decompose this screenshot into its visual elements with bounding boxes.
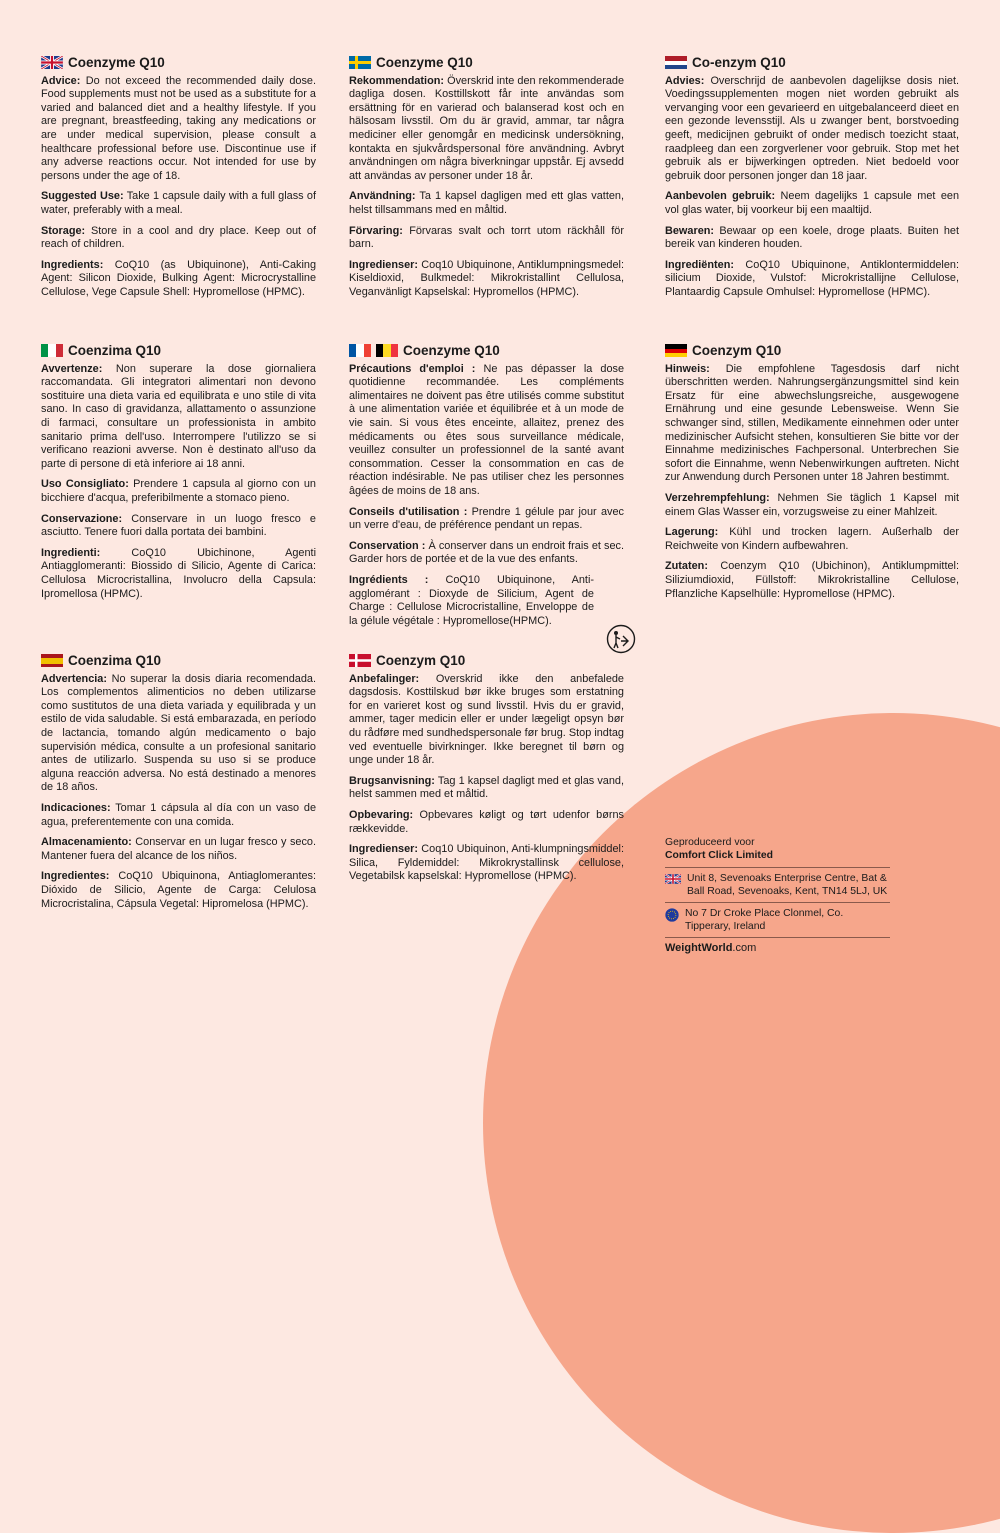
ingredients-text: Ingrédients : CoQ10 Ubiquinone, Anti-agglomérant : Dioxyde de Silicium, Agent de Charge : Cellulose Microcristalline, Enveloppe de la gélule végétale : Hypromellose(HPMC).	[349, 573, 594, 627]
ingredients-text: Ingrediënten: CoQ10 Ubiquinone, Antiklontermiddelen: silicium Dioxide, Vulstof: Microkristallijne Cellulose, Plantaardig Capsule Omhulsel: Hypromellose (HPMC).	[665, 258, 959, 298]
storage-text: Conservation : À conserver dans un endroit frais et sec. Garder hors de portée et de la vue des enfants.	[349, 539, 624, 566]
ingredients-text: Ingredienser: Coq10 Ubiquinone, Antiklumpningsmedel: Kiseldioxid, Bulkmedel: Mikrokristallint Cellulosa, Veganvänligt Kapselskal: Hypromellos (HPMC).	[349, 258, 624, 298]
triman-recycle-icon	[606, 624, 636, 654]
ingredients-text: Zutaten: Coenzym Q10 (Ubichinon), Antiklumpmittel: Siliziumdioxid, Füllstoff: Mikrokristalline Cellulose, Pflanzliche Kapselhülle: Hypromellose (HPMC).	[665, 560, 959, 600]
suggested-use-text: Conseils d'utilisation : Prendre 1 gélule par jour avec un verre d'eau, de préférence pendant un repas.	[349, 505, 624, 532]
section-se-title: Coenzyme Q10	[349, 56, 624, 70]
section-es-title: Coenzima Q10	[41, 654, 316, 668]
section-nl	[665, 56, 959, 307]
storage-text: Förvaring: Förvaras svalt och torrt utom räckhåll för barn.	[349, 224, 624, 251]
spain-flag-icon	[41, 654, 63, 667]
suggested-use-text: Indicaciones: Tomar 1 cápsula al día con un vaso de agua, preferentemente con una comida.	[41, 801, 316, 828]
section-it	[41, 344, 316, 608]
italy-flag-icon	[41, 344, 63, 357]
advice-text: Advies: Overschrijd de aanbevolen dagelijkse dosis niet. Voedingssupplementen mogen niet worden gebruikt als vervanging voor een gevarieerd en uitgebalanceerd dieet en een gezonde levensstijl. Als u zwanger bent, borstvoeding geeft, medicijnen gebruikt of onder medisch toezicht staat, raadpleeg dan een zorgverlener voor gebruik. Stop met het gebruik als er bijwerkingen optreden. Niet bedoeld voor gebruik door personen jonger dan 18 jaar.	[665, 74, 959, 182]
produced-for-label: Geproduceerd voor	[665, 837, 755, 848]
section-it-title: Coenzima Q10	[41, 344, 316, 358]
manufacturer-info	[665, 836, 890, 955]
advice-text: Rekommendation: Överskrid inte den rekommenderade dagliga dosen. Kosttillskott får inte användas som ersättning för en varierad och balanserad kost och en hälsosam livsstil. Om du är gravid, ammar, tar några mediciner eller genomgår en medicinsk undersökning, kontakta en sjukvårdspersonal före användning. Avbryt användningen om några biverkningar uppstår. Ej avsedd att användas av personer under 18 år.	[349, 74, 624, 182]
uk-flag-icon	[41, 56, 63, 69]
ingredients-text: Ingredients: CoQ10 (as Ubiquinone), Anti-Caking Agent: Silicon Dioxide, Bulking Agent: Microcrystalline Cellulose, Vege Capsule Shell: Hypromellose (HPMC).	[41, 258, 316, 298]
uk-flag-icon	[665, 874, 681, 884]
advice-text: Précautions d'emploi : Ne pas dépasser la dose quotidienne recommandée. Les compléments alimentaires ne doivent pas être utilisés comme substitut à une alimentation variée et équilibrée et à un mode de vie sain. Si vous êtes enceinte, allaitez, prenez des médicaments ou êtes sous surveillance médicale, veuillez consulter un professionnel de la santé avant consommation. Cesser la consommation en cas de réaction indésirable. Ne pas utiliser chez les personnes âgées de moins de 18 ans.	[349, 362, 624, 497]
ingredients-text: Ingredienser: Coq10 Ubiquinon, Anti-klumpningsmiddel: Silica, Fyldemiddel: Mikrokrystallinsk cellulose, Vegetabilsk kapselskal: Hypromellose (HPMC).	[349, 843, 624, 883]
suggested-use-text: Användning: Ta 1 kapsel dagligen med ett glas vatten, helst tillsammans med en måltid.	[349, 190, 624, 216]
ingredients-text: Ingredientes: CoQ10 Ubiquinona, Antiaglomerantes: Dióxido de Silicio, Agente de Carga: Celulosa Microcristalina, Cápsula Vegetal: Hipromelosa (HPMC).	[41, 870, 316, 910]
eu-address: No 7 Dr Croke Place Clonmel, Co. Tipperary, Ireland	[685, 908, 844, 932]
advice-text: Anbefalinger: Overskrid ikke den anbefalede dagsdosis. Kosttilskud bør ikke bruges som erstatning for en varieret kost og sund livsstil. Hvis du er gravid, ammer, tager medicin eller er under lægeligt opsyn bør du rådføre med sundhedspersonale før brug. Stop indtag ved eventuelle bivirkninger. Ikke beregnet til børn og unge under 18 år.	[349, 672, 624, 767]
advice-text: Avvertenze: Non superare la dose giornaliera raccomandata. Gli integratori alimentari non devono sostituire una dieta varia ed equilibrata e uno stile di vita sano. In caso di gravidanza, allattamento o assunzione di farmaci, consultare un professionista in ambito sanitario prima dell'uso. Interrompere l'utilizzo se si verificano reazioni avverse. Non è destinato all'uso da parte di persone di età inferiore ai 18 anni.	[41, 362, 316, 470]
denmark-flag-icon	[349, 654, 371, 667]
uk-address: Unit 8, Sevenoaks Enterprise Centre, Bat & Ball Road, Sevenoaks, Kent, TN14 5LJ, UK	[687, 873, 888, 897]
storage-text: Storage: Store in a cool and dry place. Keep out of reach of children.	[41, 224, 316, 251]
section-en	[41, 56, 316, 307]
section-de	[665, 344, 959, 608]
france-flag-icon	[349, 344, 371, 357]
section-dk	[349, 654, 624, 891]
ingredients-text: Ingredienti: CoQ10 Ubichinone, Agenti Antiagglomeranti: Biossido di Silicio, Agente di Carica: Cellulosa Microcristallina, Involucro della Capsula: Ipromellosa (HPMC).	[41, 546, 316, 600]
suggested-use-text: Uso Consigliato: Prendere 1 capsula al giorno con un bicchiere d'acqua, preferibilmente a stomaco pieno.	[41, 478, 316, 504]
section-de-title: Coenzym Q10	[665, 344, 959, 358]
advice-text: Advertencia: No superar la dosis diaria recomendada. Los complementos alimenticios no deben utilizarse como sustitutos de una dieta variada y equilibrada y un estilo de vida saludable. Si está embarazada, en período de lactancia, tomando algún medicamento o bajo supervisión médica, consulte a un profesional sanitario antes de utilizarlo. Suspenda su uso si se produce alguna reacción adversa. No está destinado a menores de 18 años.	[41, 672, 316, 794]
storage-text: Conservazione: Conservare in un luogo fresco e asciutto. Tenere fuori dalla portata dei bambini.	[41, 512, 316, 539]
germany-flag-icon	[665, 344, 687, 357]
belgium-flag-icon	[376, 344, 398, 357]
storage-text: Opbevaring: Opbevares køligt og tørt udenfor børns rækkevidde.	[349, 808, 624, 835]
suggested-use-text: Verzehrempfehlung: Nehmen Sie täglich 1 Kapsel mit einem Glas Wasser ein, vorzugsweise zu einer Mahlzeit.	[665, 491, 959, 518]
sweden-flag-icon	[349, 56, 371, 69]
advice-text: Hinweis: Die empfohlene Tagesdosis darf nicht überschritten werden. Nahrungsergänzungsmittel sind kein Ersatz für eine abwechslungsreiche, ausgewogene Ernährung und eine gesunde Lebensweise. Wenn Sie schwanger sind, stillen, Medikamente einnehmen oder unter medizinischer Aufsicht stehen, konsultieren Sie bitte vor der Einnahme medizinisches Fachpersonal. Unterbrechen Sie sofort die Einnahme, wenn Nebenwirkungen auftreten. Nicht zur Anwendung durch Personen unter 18 Jahren bestimmt.	[665, 362, 959, 484]
suggested-use-text: Aanbevolen gebruik: Neem dagelijks 1 capsule met een vol glas water, bij voorkeur bij een maaltijd.	[665, 190, 959, 216]
uk-address-row	[665, 867, 890, 902]
suggested-use-text: Brugsanvisning: Tag 1 kapsel dagligt med et glas vand, helst sammen med et måltid.	[349, 774, 624, 801]
advice-text: Advice: Do not exceed the recommended daily dose. Food supplements must not be used as a substitute for a varied and balanced diet and a healthy lifestyle. If you are pregnant, breastfeeding, taking any medications or are under medical supervision, please consult a healthcare professional before use. Discontinue use if any adverse reactions occur. Not intended for use by persons under the age of 18.	[41, 74, 316, 182]
storage-text: Bewaren: Bewaar op een koele, droge plaats. Buiten het bereik van kinderen houden.	[665, 224, 959, 251]
section-nl-title: Co-enzym Q10	[665, 56, 959, 70]
eu-address-row	[665, 902, 890, 937]
section-se	[349, 56, 624, 307]
section-fr-title: Coenzyme Q10	[349, 344, 624, 358]
section-fr	[349, 344, 624, 635]
section-dk-title: Coenzym Q10	[349, 654, 624, 668]
storage-text: Almacenamiento: Conservar en un lugar fresco y seco. Mantener fuera del alcance de los niños.	[41, 836, 316, 862]
section-es	[41, 654, 316, 918]
brand-logo: WeightWorld.com	[665, 937, 890, 955]
suggested-use-text: Suggested Use: Take 1 capsule daily with a full glass of water, preferably with a meal.	[41, 190, 316, 216]
section-en-title: Coenzyme Q10	[41, 56, 316, 70]
eu-flag-icon	[665, 908, 679, 922]
netherlands-flag-icon	[665, 56, 687, 69]
company-name: Comfort Click Limited	[665, 850, 773, 861]
storage-text: Lagerung: Kühl und trocken lagern. Außerhalb der Reichweite von Kindern aufbewahren.	[665, 526, 959, 552]
